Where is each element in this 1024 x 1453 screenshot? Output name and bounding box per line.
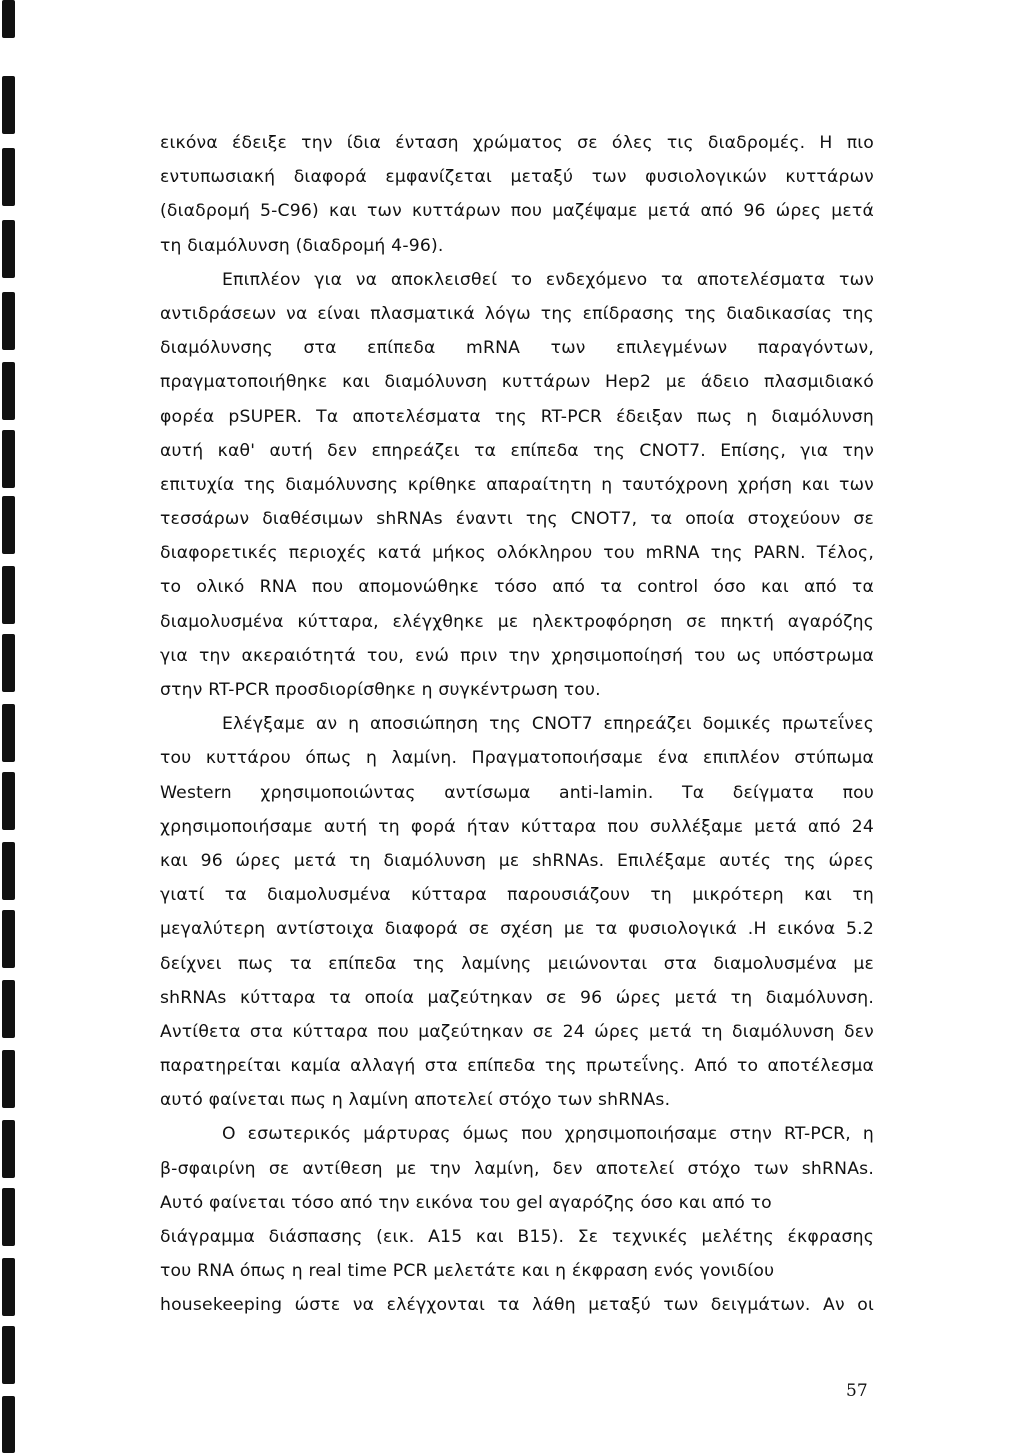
binding-mark [2, 1258, 15, 1316]
text-line: για την ακεραιότητά του, ενώ πριν την χρησιμοποίησή του ως υπόστρωμα [160, 645, 874, 666]
text-line: shRNAs κύτταρα τα οποία μαζεύτηκαν σε 96 ώρες μετά τη διαμόλυνση. [160, 987, 874, 1008]
text-line: τεσσάρων διαθέσιμων shRNAs έναντι της CNOT7, τα οποία στοχεύουν σε [160, 509, 874, 530]
text-line: β-σφαιρίνη σε αντίθεση με την λαμίνη, δεν αποτελεί στόχο των shRNAs. [160, 1158, 874, 1179]
binding-mark [2, 842, 15, 900]
scan-binding-edge [0, 0, 20, 1453]
text-line: Επιπλέον για να αποκλεισθεί το ενδεχόμενο τα αποτελέσματα των [222, 269, 874, 290]
binding-mark [2, 980, 15, 1038]
text-line: του κυττάρου όπως η λαμίνη. Πραγματοποιήσαμε ένα επιπλέον στύπωμα [160, 748, 874, 769]
text-line: μεγαλύτερη αντίστοιχα διαφορά σε σχέση με τα φυσιολογικά .Η εικόνα 5.2 [160, 919, 874, 940]
binding-mark [2, 1120, 15, 1178]
text-line: πραγματοποιήθηκε και διαμόλυνση κυττάρων Hep2 με άδειο πλασμιδιακό [160, 372, 874, 393]
text-line: διαφορετικές περιοχές κατά μήκος ολόκληρου του mRNA της PARN. Τέλος, [160, 543, 874, 564]
body-text [160, 126, 874, 1323]
text-line: δείχνει πως τα επίπεδα της λαμίνης μειώνονται στα διαμολυσμένα με [160, 953, 874, 974]
text-line: εντυπωσιακή διαφορά εμφανίζεται μεταξύ των φυσιολογικών κυττάρων [160, 167, 874, 188]
binding-mark [2, 292, 15, 350]
text-line: στην RT-PCR προσδιορίσθηκε η συγκέντρωση του. [160, 680, 601, 700]
text-line: επιτυχία της διαμόλυνσης κρίθηκε απαραίτητη η ταυτόχρονη χρήση και των [160, 474, 874, 495]
binding-mark [2, 496, 15, 554]
text-line: παρατηρείται καμία αλλαγή στα επίπεδα της πρωτεΐνης. Από το αποτέλεσμα [160, 1056, 874, 1077]
text-line: χρησιμοποιήσαμε αυτή τη φορά ήταν κύτταρα που συλλέξαμε μετά από 24 [160, 816, 874, 837]
text-line: Αυτό φαίνεται τόσο από την εικόνα του gel αγαρόζης όσο και από το [160, 1192, 772, 1213]
text-line: Ελέγξαμε αν η αποσιώπηση της CNOT7 επηρεάζει δομικές πρωτεΐνες [222, 714, 874, 735]
binding-mark [2, 0, 15, 38]
binding-mark [2, 430, 15, 488]
text-line: γιατί τα διαμολυσμένα κύτταρα παρουσιάζουν τη μικρότερη και τη [160, 885, 874, 906]
text-line: αυτό φαίνεται πως η λαμίνη αποτελεί στόχο των shRNAs. [160, 1090, 671, 1111]
binding-mark [2, 1326, 15, 1384]
binding-mark [2, 362, 15, 420]
binding-mark [2, 704, 15, 762]
text-line: το ολικό RNA που απομονώθηκε τόσο από τα control όσο και από τα [160, 577, 874, 598]
text-line: Αντίθετα στα κύτταρα που μαζεύτηκαν σε 24 ώρες μετά τη διαμόλυνση δεν [160, 1021, 874, 1042]
text-line: τη διαμόλυνση (διαδρομή 4-96). [160, 235, 444, 256]
binding-mark [2, 220, 15, 278]
binding-mark [2, 566, 15, 624]
text-line: του RNA όπως η real time PCR μελετάτε και η έκφραση ενός γονιδίου [160, 1261, 775, 1282]
binding-mark [2, 1396, 15, 1453]
binding-mark [2, 910, 15, 968]
text-line: διάγραμμα διάσπασης (εικ. A15 και B15). Σε τεχνικές μελέτης έκφρασης [160, 1227, 874, 1247]
binding-mark [2, 1188, 15, 1246]
binding-mark [2, 148, 15, 206]
text-line: housekeeping ώστε να ελέγχονται τα λάθη μεταξύ των δειγμάτων. Αν οι [160, 1295, 874, 1316]
text-line: φορέα pSUPER. Τα αποτελέσματα της RT-PCR έδειξαν πως η διαμόλυνση [160, 406, 874, 427]
text-line: (διαδρομή 5-C96) και των κυττάρων που μαζέψαμε μετά από 96 ώρες μετά [160, 201, 874, 222]
text-line: Ο εσωτερικός μάρτυρας όμως που χρησιμοποιήσαμε στην RT-PCR, η [222, 1124, 874, 1145]
binding-mark [2, 634, 15, 692]
binding-mark [2, 772, 15, 830]
text-line: διαμολυσμένα κύτταρα, ελέγχθηκε με ηλεκτροφόρηση σε πηκτή αγαρόζης [160, 611, 874, 632]
text-line: και 96 ώρες μετά τη διαμόλυνση με shRNAs. Επιλέξαμε αυτές της ώρες [160, 850, 874, 871]
text-line: Western χρησιμοποιώντας αντίσωμα anti-lamin. Τα δείγματα που [160, 782, 874, 803]
text-line: εικόνα έδειξε την ίδια ένταση χρώματος σε όλες τις διαδρομές. Η πιο [160, 133, 874, 153]
text-line: αυτή καθ' αυτή δεν επηρεάζει τα επίπεδα της CNOT7. Επίσης, για την [160, 440, 874, 461]
page-number: 57 [846, 1381, 868, 1401]
binding-mark [2, 1050, 15, 1108]
text-line: αντιδράσεων να είναι πλασματικά λόγω της επίδρασης της διαδικασίας της [160, 303, 874, 324]
binding-mark [2, 76, 15, 134]
text-line: διαμόλυνσης στα επίπεδα mRNA των επιλεγμένων παραγόντων, [160, 338, 874, 359]
